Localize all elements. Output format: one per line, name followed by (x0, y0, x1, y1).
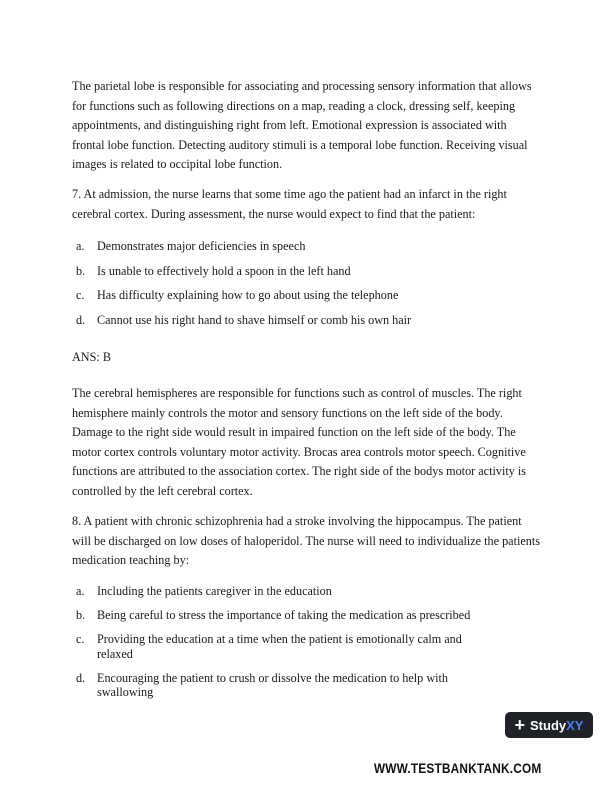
question-7-option-c (72, 288, 512, 313)
option-letter: a. (76, 584, 85, 598)
question-7-answer: ANS: B (72, 350, 111, 364)
question-7-options (72, 239, 512, 337)
option-text: Encouraging the patient to crush or dissolve the medication to help with swallowing (97, 670, 448, 699)
option-letter: c. (76, 632, 85, 646)
explanation-paragraph-hemispheres: The cerebral hemispheres are responsible for functions such as control of muscles. The right hemisphere mainly controls the motor and sensory functions on the left side of the body. Damage to the right side would result in impaired function on the left side of the body. The motor cortex controls voluntary motor activity. Brocas area controls motor speech. Cognitive functions are attributed to the association cortex. The right side of the bodys motor activity is controlled by the left cerebral cortex. (72, 386, 526, 498)
option-text: Has difficulty explaining how to go about using the telephone (97, 288, 399, 302)
plus-icon: + (514, 715, 526, 735)
studyxy-study-text: Study (530, 717, 567, 733)
option-letter: c. (76, 288, 85, 302)
option-text: Cannot use his right hand to shave himself or comb his own hair (97, 312, 412, 327)
question-7-option-d (72, 313, 512, 338)
question-8-option-b (72, 608, 512, 623)
option-letter: b. (76, 608, 86, 622)
question-8-stem: 8. A patient with chronic schizophrenia had a stroke involving the hippocampus. The patient will be discharged on low doses of haloperidol. The nurse will need to individualize the patients medication teaching by: (72, 514, 540, 567)
option-text: Is unable to effectively hold a spoon in the left hand (97, 263, 351, 278)
option-letter: d. (76, 670, 86, 685)
explanation-paragraph-parietal: The parietal lobe is responsible for associating and processing sensory information that allows for functions such as following directions on a map, reading a clock, dressing self, keeping appointments, and distinguishing right from left. Emotional expression is associated with frontal lobe function. Detecting auditory stimuli is a temporal lobe function. Receiving visual images is related to occipital lobe function. (72, 79, 532, 171)
studyxy-badge[interactable] (505, 712, 593, 738)
question-8-option-c (72, 632, 512, 661)
option-text: Demonstrates major deficiencies in speech (97, 239, 306, 253)
option-letter: b. (76, 263, 86, 278)
option-text: Being careful to stress the importance of taking the medication as prescribed (97, 608, 471, 622)
question-7-option-a (72, 239, 512, 264)
option-letter: d. (76, 312, 86, 327)
question-7-stem: 7. At admission, the nurse learns that some time ago the patient had an infarct in the right cerebral cortex. During assessment, the nurse would expect to find that the patient: (72, 187, 507, 221)
studyxy-xy-text: XY (566, 717, 584, 733)
studyxy-logo-text (530, 718, 583, 733)
option-letter: a. (76, 239, 85, 253)
question-8-option-a (72, 584, 512, 599)
option-text: Providing the education at a time when the patient is emotionally calm and relaxed (97, 632, 462, 661)
question-8-option-d (72, 671, 512, 700)
question-7-option-b (72, 264, 512, 289)
option-text: Including the patients caregiver in the education (97, 584, 332, 598)
footer-website-url: WWW.TESTBANKTANK.COM (373, 761, 541, 776)
question-8-options (72, 584, 512, 709)
